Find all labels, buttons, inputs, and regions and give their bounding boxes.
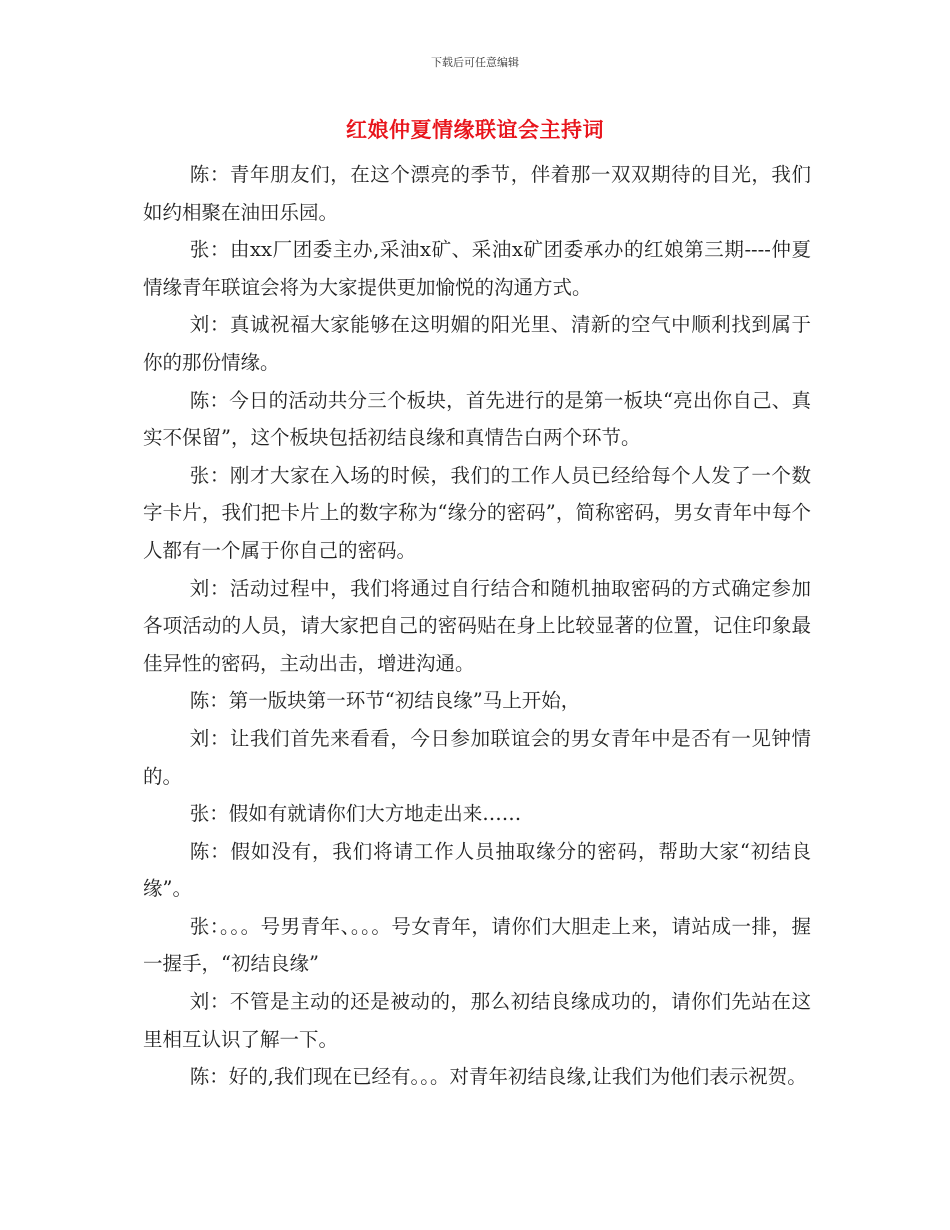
paragraph: 刘：不管是主动的还是被动的，那么初结良缘成功的，请你们先站在这里相互认识了解一下。 xyxy=(143,990,811,1051)
paragraph: 张：。。。号男青年、。。。号女青年，请你们大胆走上来，请站成一排，握一握手，“初结良缘” xyxy=(143,914,811,976)
paragraph: 陈：第一版块第一环节“初结良缘”马上开始， xyxy=(189,689,581,713)
paragraph: 张：由xx厂团委主办,采油x矿、采油x矿团委承办的红娘第三期----仲夏情缘青年联谊会将为大家提供更加愉悦的沟通方式。 xyxy=(143,238,811,299)
document-title: 红娘仲夏情缘联谊会主持词 xyxy=(346,117,604,142)
paragraph: 陈：好的,我们现在已经有。。。对青年初结良缘,让我们为他们表示祝贺。 xyxy=(189,1065,807,1089)
paragraph: 张：刚才大家在入场的时候，我们的工作人员已经给每个人发了一个数字卡片，我们把卡片上的数字称为“缘分的密码”，简称密码，男女青年中每个人都有一个属于你自己的密码。 xyxy=(143,463,811,562)
document-body xyxy=(143,156,811,1096)
paragraph: 刘：真诚祝福大家能够在这明媚的阳光里、清新的空气中顺利找到属于你的那份情缘。 xyxy=(143,313,811,374)
paragraph: 陈：青年朋友们，在这个漂亮的季节，伴着那一双双期待的目光，我们如约相聚在油田乐园。 xyxy=(143,163,811,224)
header-note: 下载后可任意编辑 xyxy=(431,56,519,69)
paragraph: 陈：假如没有，我们将请工作人员抽取缘分的密码，帮助大家“初结良缘”。 xyxy=(143,839,811,901)
paragraph: 刘：活动过程中，我们将通过自行结合和随机抽取密码的方式确定参加各项活动的人员，请大家把自己的密码贴在身上比较显著的位置，记住印象最佳异性的密码，主动出击，增进沟通。 xyxy=(143,576,811,675)
paragraph: 张：假如有就请你们大方地走出来…… xyxy=(189,802,522,826)
paragraph: 刘：让我们首先来看看，今日参加联谊会的男女青年中是否有一见钟情的。 xyxy=(143,726,811,788)
paragraph: 陈：今日的活动共分三个板块，首先进行的是第一板块“亮出你自己、真实不保留”，这个板块包括初结良缘和真情告白两个环节。 xyxy=(143,388,811,450)
